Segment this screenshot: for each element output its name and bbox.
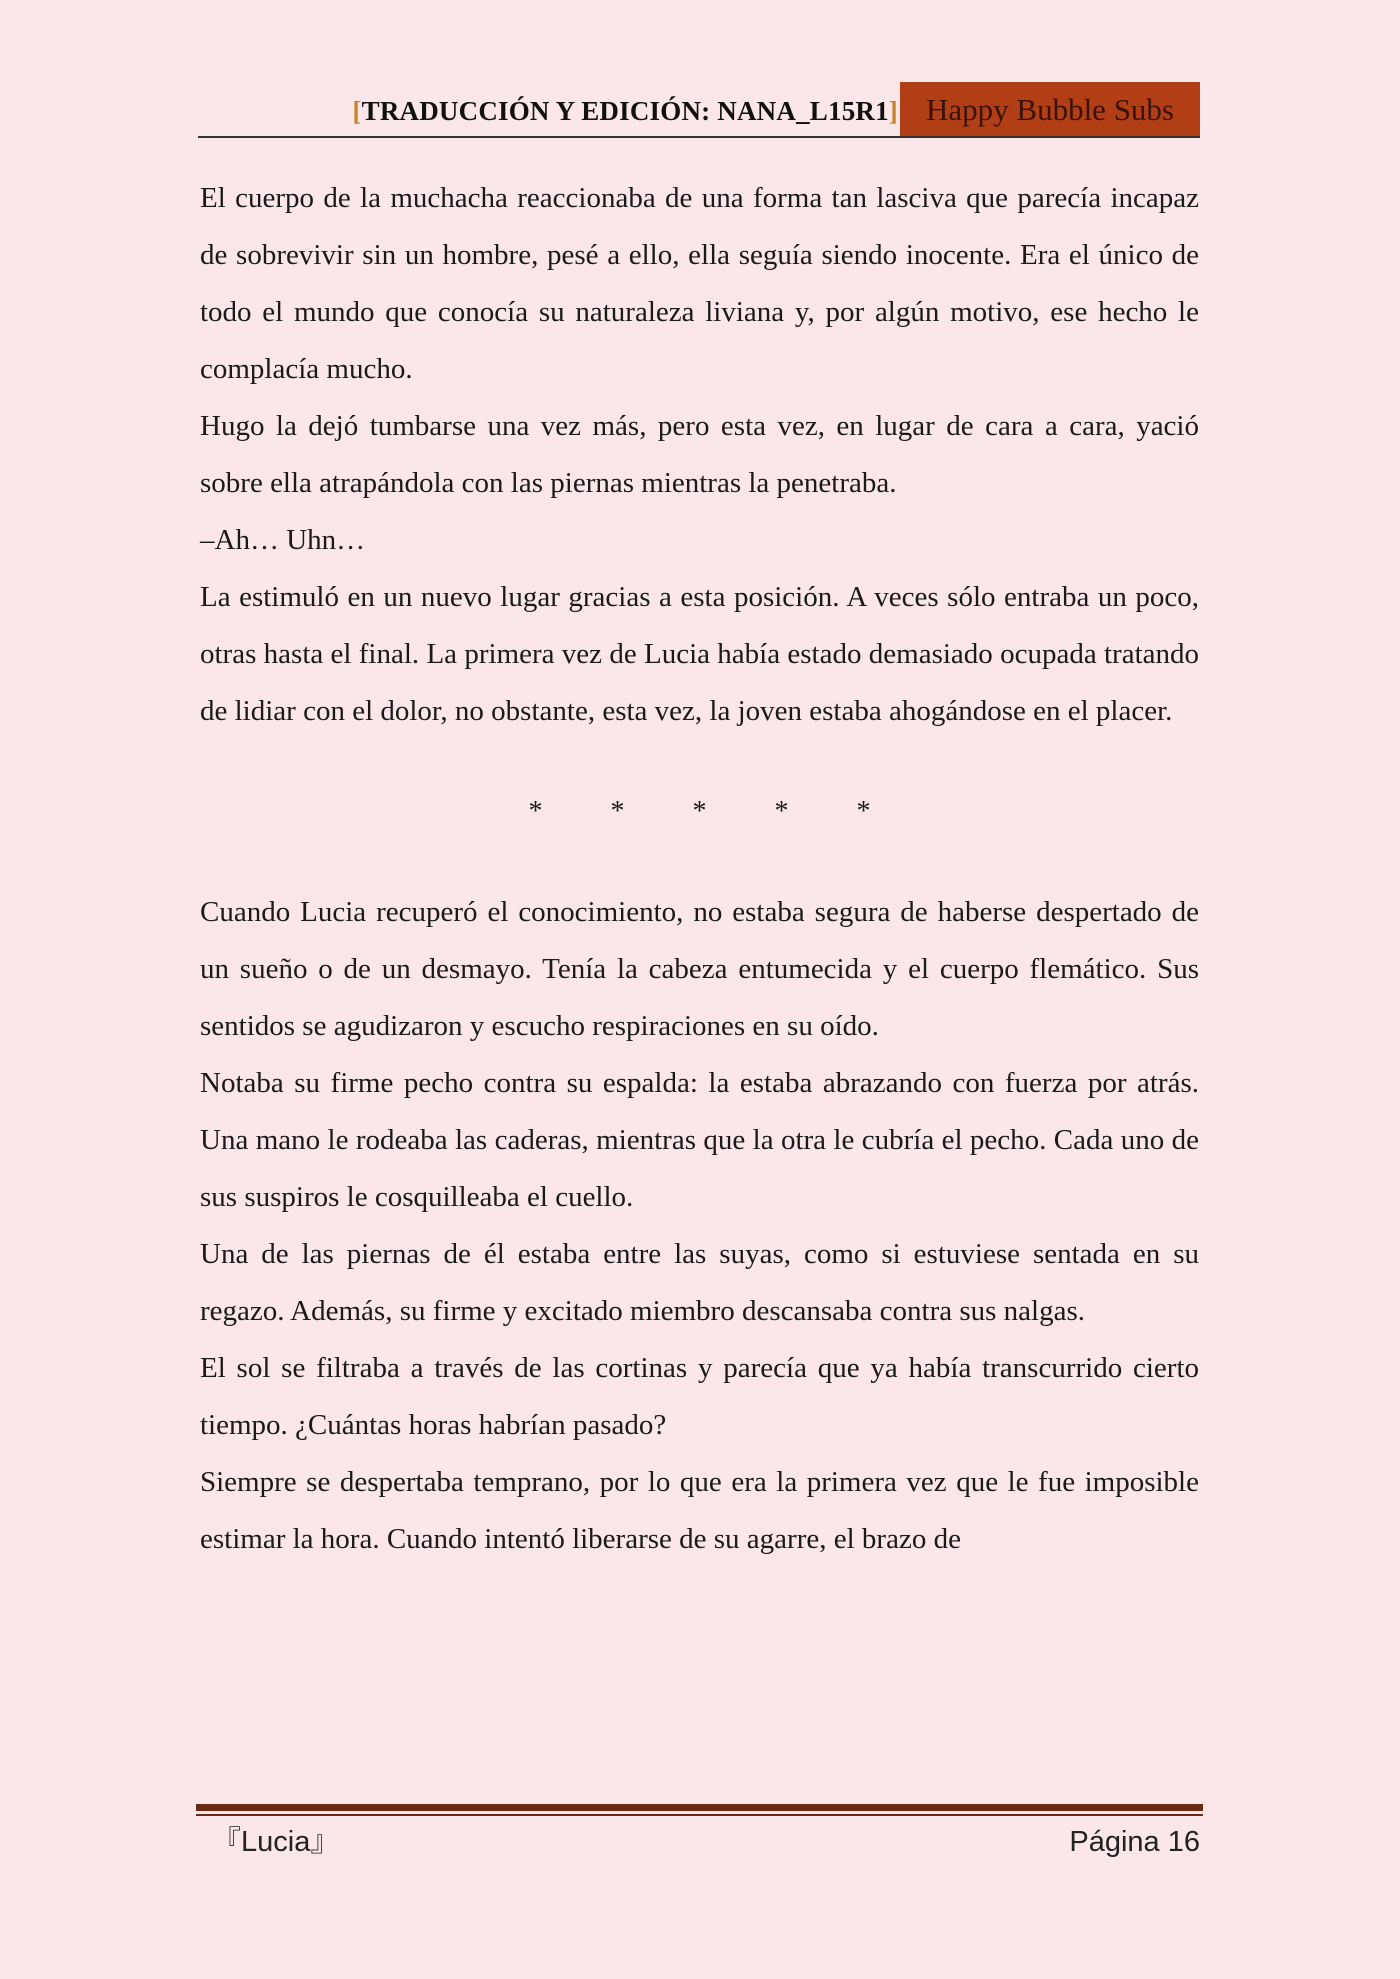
paragraph: El sol se filtraba a través de las cortinas y parecía que ya había transcurrido cierto tiempo. ¿Cuántas horas habrían pasado?	[200, 1352, 1199, 1441]
separator-star: *	[610, 796, 625, 827]
separator-star: *	[774, 796, 789, 827]
paragraph: Siempre se despertaba temprano, por lo que era la primera vez que le fue imposible estimar la hora. Cuando intentó liberarse de su agarre, el brazo de	[200, 1466, 1199, 1555]
page-header	[198, 82, 1200, 138]
header-brand-badge: Happy Bubble Subs	[900, 82, 1200, 138]
paragraph: La estimuló en un nuevo lugar gracias a esta posición. A veces sólo entraba un poco, otras hasta el final. La primera vez de Lucia había estado demasiado ocupada tratando de lidiar con el dolor, no obstante, esta vez, la joven estaba ahogándose en el placer.	[200, 581, 1199, 727]
footer-book-title: 『Lucia』	[212, 1826, 340, 1858]
header-credit-text: TRADUCCIÓN Y EDICIÓN: NANA_L15R1	[361, 96, 889, 126]
header-bracket-close: ]	[888, 96, 898, 126]
page-body	[200, 170, 1199, 1568]
scene-separator	[200, 792, 1199, 832]
paragraph: –Ah… Uhn…	[200, 524, 366, 556]
header-credit	[352, 96, 898, 127]
header-divider	[198, 136, 1200, 138]
separator-star: *	[692, 796, 707, 827]
header-bracket-open: [	[352, 96, 362, 126]
separator-star: *	[528, 796, 543, 827]
paragraph: El cuerpo de la muchacha reaccionaba de una forma tan lasciva que parecía incapaz de sobrevivir sin un hombre, pesé a ello, ella seguía siendo inocente. Era el único de todo el mundo que conocía su naturaleza liviana y, por algún motivo, ese hecho le complacía mucho.	[200, 182, 1199, 385]
paragraph: Cuando Lucia recuperó el conocimiento, no estaba segura de haberse despertado de un sueño o de un desmayo. Tenía la cabeza entumecida y el cuerpo flemático. Sus sentidos se agudizaron y escucho respiraciones en su oído.	[200, 896, 1199, 1042]
footer-page-number: Página 16	[1069, 1826, 1200, 1858]
paragraph: Una de las piernas de él estaba entre las suyas, como si estuviese sentada en su regazo. Además, su firme y excitado miembro descansaba contra sus nalgas.	[200, 1238, 1199, 1327]
footer-rule-thin	[196, 1814, 1203, 1816]
paragraph: Hugo la dejó tumbarse una vez más, pero esta vez, en lugar de cara a cara, yació sobre ella atrapándola con las piernas mientras la penetraba.	[200, 410, 1199, 499]
paragraph: Notaba su firme pecho contra su espalda: la estaba abrazando con fuerza por atrás. Una mano le rodeaba las caderas, mientras que la otra le cubría el pecho. Cada uno de sus suspiros le cosquilleaba el cuello.	[200, 1067, 1199, 1213]
separator-star: *	[856, 796, 871, 827]
footer-rule	[196, 1804, 1203, 1811]
